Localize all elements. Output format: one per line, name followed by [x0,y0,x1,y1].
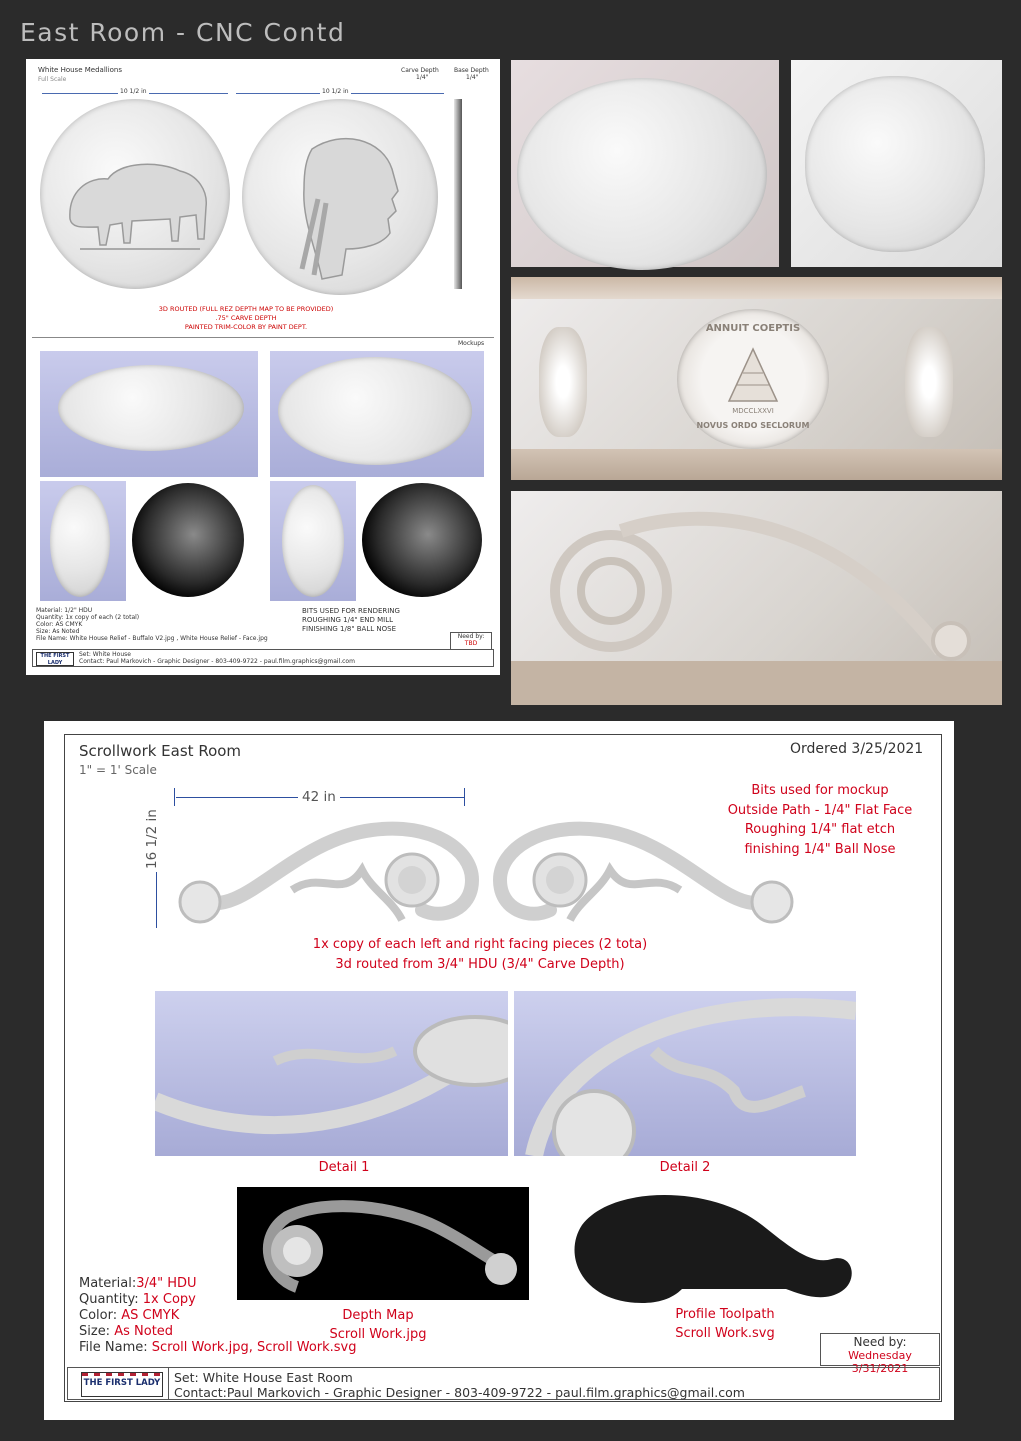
spec-key: File Name: [79,1340,148,1355]
depth-map-file: Scroll Work.jpg [329,1327,427,1342]
spec-value: As Noted [114,1324,174,1339]
great-seal-medallion [677,309,829,449]
buffalo-depth-circle [132,483,244,597]
dim-label-left: 10 1/2 in [120,88,147,95]
spec-value: 1x Copy [142,1292,196,1307]
spec-value: Scroll Work.jpg, Scroll Work.svg [151,1340,357,1355]
footer-divider [168,1368,169,1399]
ordered-date: Ordered 3/25/2021 [790,741,924,757]
acanthus-right-icon [905,327,953,437]
copy-line-2: 3d routed from 3/4" HDU (3/4" Carve Depth) [335,957,625,972]
width-dim-tick-left [174,788,175,806]
detail-1-label: Detail 1 [318,1160,370,1175]
face-depth-map [360,481,484,601]
mockup-face-angled [270,351,484,477]
footer-box [32,649,494,667]
copy-line-1: 1x copy of each left and right facing pieces (2 tota) [312,937,648,952]
buffalo-relief-icon [40,99,230,289]
spec-file-row [79,1340,357,1356]
detail-2-icon [514,991,856,1156]
spec-block [79,1276,357,1356]
spec-key: Size: [79,1324,111,1339]
footer-contact-key: Contact: [174,1385,227,1400]
spec-material-row [79,1276,357,1292]
logo-text: THE FIRST LADY [40,653,70,666]
face-relief-icon [242,99,438,295]
indian-head-medallion [242,99,438,295]
note-line-2: .75" CARVE DEPTH [215,314,277,322]
mockup-face-side [270,481,356,601]
scroll-photo-icon [511,491,1002,705]
sheet-header: White House Medallions [38,66,123,74]
spec-file-name: File Name: White House Relief - Buffalo V2.jpg , White House Relief - Face.jpg [36,635,268,642]
footer-contact: Contact: Paul Markovich - Graphic Designer - 803-409-9722 - paul.film.graphics@gmail.com [79,658,355,665]
footer-contact-row [174,1385,745,1400]
photo-scrollwork-installed [511,491,1002,705]
spec-key: Color: [79,1308,118,1323]
depth-map-label: Depth Map [342,1308,414,1323]
mockup-buffalo-angled [40,351,258,477]
face-depth-circle [362,483,482,597]
spec-quantity-row [79,1292,357,1308]
footer-set: Set: White House [79,651,131,658]
width-dim-label: 42 in [298,789,340,805]
face-disc [278,357,472,465]
seal-bottom-text: NOVUS ORDO SECLORUM [696,421,810,430]
base-depth-label: Base Depth [454,67,489,74]
seal-year: MDCCLXXVI [732,407,774,415]
bits-title: BITS USED FOR RENDERING [302,607,400,615]
page-title: East Room - CNC Contd [20,18,346,47]
pyramid-icon [725,345,781,405]
bits-line-1: ROUGHING 1/4" END MILL [302,616,394,624]
photo-seal-frieze [511,277,1002,480]
spec-value: 3/4" HDU [136,1276,197,1291]
buffalo-disc [58,365,244,451]
spec-color: Color: AS CMYK [36,621,83,628]
need-by-label: Need by: [457,633,485,640]
face-side-disc [282,485,344,597]
detail-1-icon [155,991,508,1156]
medallions-sheet [26,59,500,675]
profile-toolpath-shape [562,1185,858,1305]
spec-key: Material: [79,1276,137,1291]
footer-contact-value: Paul Markovich - Graphic Designer - 803-409-9722 - paul.film.graphics@gmail.com [226,1385,745,1400]
bits-line: Bits used for mockup [751,783,889,798]
sheet-subheader: Full Scale [38,76,67,83]
seal-top-text: ANNUIT COEPTIS [705,323,801,334]
base-molding [511,449,1002,480]
need-by-value: Wednesday 3/31/2021 [848,1349,912,1375]
carve-depth-label: Carve Depth [401,67,439,74]
footer-box [67,1367,940,1400]
carve-depth-value: 1/4" [416,74,429,81]
photo-buffalo-disc [805,76,985,252]
bits-line-2: FINISHING 1/8" BALL NOSE [302,625,396,633]
note-line-3: PAINTED TRIM-COLOR BY PAINT DEPT. [184,323,308,331]
buffalo-depth-map [130,481,246,601]
width-dim-tick-right [464,788,465,806]
buffalo-medallion [40,99,230,289]
profile-edge [454,99,462,289]
need-by-value: TBD [464,640,478,647]
spec-material: Material: 1/2" HDU [36,607,93,614]
detail-2-render [514,991,856,1156]
first-lady-logo [81,1372,163,1397]
first-lady-logo [36,652,74,666]
detail-1-render [155,991,508,1156]
photo-face-disc [517,78,767,270]
spec-key: Quantity: [79,1292,139,1307]
base-depth-value: 1/4" [466,74,479,81]
profile-file: Scroll Work.svg [675,1326,775,1341]
footer-set-value: White House East Room [202,1370,353,1385]
crown-molding [511,277,1002,299]
mockup-buffalo-side [40,481,126,601]
bits-line: Outside Path - 1/4" Flat Face [727,802,913,818]
buffalo-side-disc [50,485,110,597]
spec-color-row [79,1308,357,1324]
detail-2-label: Detail 2 [659,1160,711,1175]
divider [32,337,494,338]
spec-size: Size: As Noted [36,628,80,635]
bits-block [700,781,940,859]
footer-set-key: Set: [174,1370,199,1385]
logo-text: THE FIRST LADY [83,1378,161,1388]
photo-face-medallion [511,60,779,267]
bits-line: Roughing 1/4" flat etch [744,822,896,837]
footer-set-row [174,1370,353,1385]
need-by-label: Need by: [853,1335,907,1349]
note-line-1: 3D ROUTED (FULL REZ DEPTH MAP TO BE PROVIDED) [158,305,334,313]
bits-line: finishing 1/4" Ball Nose [744,841,896,857]
spec-value: AS CMYK [121,1308,180,1323]
need-by-box [450,632,492,650]
scroll-scale: 1" = 1' Scale [79,763,157,777]
scroll-title: Scrollwork East Room [79,742,242,760]
acanthus-left-icon [539,327,587,437]
dim-label-right: 10 1/2 in [322,88,349,95]
scroll-left-piece [172,810,482,934]
mockups-label: Mockups [458,340,485,347]
spec-size-row [79,1324,357,1340]
spec-quantity: Quantity: 1x copy of each (2 total) [36,614,140,621]
photo-buffalo-installed [791,60,1002,267]
profile-label: Profile Toolpath [675,1307,775,1322]
height-dim-label: 16 1/2 in [144,806,160,872]
need-by-box [820,1333,940,1375]
